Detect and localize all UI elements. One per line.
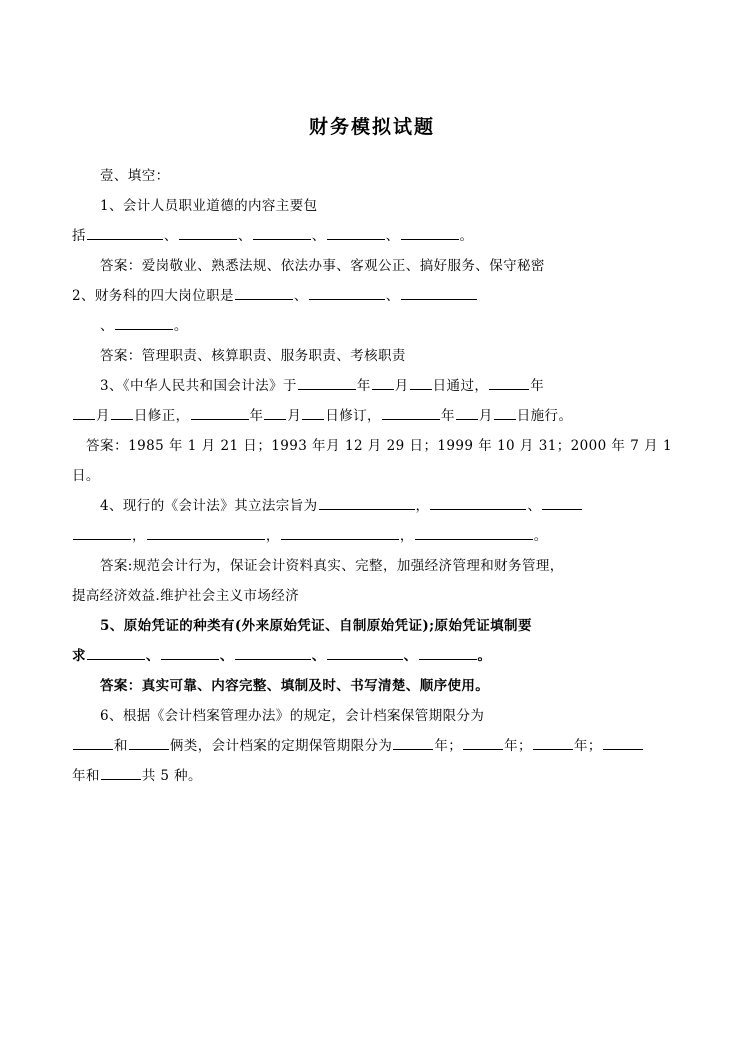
question-6-line2: [72, 731, 672, 761]
question-5-line1: 5、原始凭证的种类有(外来原始凭证、自制原始凭证);原始凭证填制要: [100, 618, 532, 634]
blank-field[interactable]: [73, 735, 113, 750]
question-2-line2: 、 。: [72, 311, 672, 341]
q1-suffix: 。: [459, 228, 474, 244]
question-5-line2: 求 、 、 、 、 。: [72, 641, 672, 671]
question-4-line2: ， ， ， 。: [72, 521, 672, 551]
blank-field[interactable]: [456, 405, 478, 420]
q3-day: 日通过，: [432, 378, 489, 394]
q3-day2: 日修正，: [133, 408, 190, 424]
blank-field[interactable]: [73, 405, 95, 420]
blank-field[interactable]: [401, 225, 459, 240]
answer-3: 答案：1985 年 1 月 21 日；1993 年月 12 月 29 日；1999 年 10 月 31；2000 年 7 月 1 日。: [72, 438, 672, 484]
q4-suffix: 。: [533, 528, 548, 544]
q3-day3: 日修订，: [325, 408, 381, 424]
answer-1: 答案：爱岗敬业、熟悉法规、依法办事、客观公正、搞好服务、保守秘密: [100, 258, 545, 274]
question-1-line2: 括 、 、 、 、 。: [72, 221, 672, 251]
blank-field[interactable]: [179, 225, 237, 240]
answer-5: 答案：真实可靠、内容完整、填制及时、书写清楚、顺序使用。: [100, 678, 490, 694]
q3-prefix: 3、《中华人民共和国会计法》于: [100, 378, 297, 394]
q5-suffix: 。: [477, 648, 492, 664]
answer-4-line1: 答案:规范会计行为，保证会计资料真实、完整，加强经济管理和财务管理，: [100, 558, 564, 574]
question-2-line1: 2、财务科的四大岗位职是 、 、: [72, 281, 672, 311]
q3-year4: 年: [440, 408, 455, 424]
q6-seg-d: 年；: [504, 738, 532, 754]
q6-seg-a: 和: [114, 738, 128, 754]
question-1-line1: 1、会计人员职业道德的内容主要包: [100, 198, 318, 214]
q3-month3: 月: [287, 408, 302, 424]
blank-field[interactable]: [430, 495, 526, 510]
blank-field[interactable]: [115, 315, 173, 330]
blank-field[interactable]: [327, 645, 403, 660]
blank-field[interactable]: [419, 645, 477, 660]
q3-month4: 月: [478, 408, 493, 424]
q5-prefix: 求: [72, 648, 86, 664]
blank-field[interactable]: [253, 225, 311, 240]
blank-field[interactable]: [327, 225, 385, 240]
blank-field[interactable]: [161, 645, 219, 660]
blank-field[interactable]: [382, 405, 440, 420]
blank-field[interactable]: [372, 375, 394, 390]
blank-field[interactable]: [542, 495, 582, 510]
q1-prefix: 括: [72, 228, 86, 244]
blank-field[interactable]: [309, 285, 385, 300]
blank-field[interactable]: [101, 765, 141, 780]
q6-seg-g: 共 5 种。: [141, 768, 202, 784]
answer-2: 答案：管理职责、核算职责、服务职责、考核职责: [100, 348, 406, 364]
blank-field[interactable]: [147, 525, 265, 540]
q3-month: 月: [394, 378, 409, 394]
q2-prefix: 2、财务科的四大岗位职是: [72, 288, 234, 304]
blank-field[interactable]: [235, 645, 311, 660]
blank-field[interactable]: [87, 225, 163, 240]
blank-field[interactable]: [494, 405, 516, 420]
q2-suffix: 。: [173, 318, 188, 334]
question-3-line1: [72, 371, 672, 401]
question-6-line1: 6、根据《会计档案管理办法》的规定，会计档案保管期限分为: [100, 708, 485, 724]
question-4-line1: 4、现行的《会计法》其立法宗旨为 ， 、: [72, 491, 672, 521]
blank-field[interactable]: [533, 735, 573, 750]
blank-field[interactable]: [302, 405, 324, 420]
q3-year: 年: [356, 378, 371, 394]
blank-field[interactable]: [281, 525, 399, 540]
blank-field[interactable]: [298, 375, 356, 390]
section-heading: 壹、填空：: [100, 168, 170, 184]
blank-field[interactable]: [603, 735, 643, 750]
q4-prefix: 4、现行的《会计法》其立法宗旨为: [100, 498, 318, 514]
blank-field[interactable]: [73, 525, 131, 540]
q6-seg-c: 年；: [434, 738, 463, 754]
blank-field[interactable]: [129, 735, 169, 750]
blank-field[interactable]: [415, 525, 533, 540]
page-title: 财务模拟试题: [308, 116, 435, 138]
blank-field[interactable]: [463, 735, 503, 750]
q3-year2: 年: [530, 378, 545, 394]
blank-field[interactable]: [401, 285, 477, 300]
blank-field[interactable]: [111, 405, 133, 420]
blank-field[interactable]: [87, 645, 145, 660]
blank-field[interactable]: [489, 375, 529, 390]
blank-field[interactable]: [319, 495, 415, 510]
q6-seg-e: 年；: [573, 738, 602, 754]
q3-month2: 月: [96, 408, 110, 424]
q3-day4: 日施行。: [516, 408, 573, 424]
question-6-line3: [72, 761, 672, 791]
blank-field[interactable]: [410, 375, 432, 390]
blank-field[interactable]: [191, 405, 249, 420]
blank-field[interactable]: [235, 285, 293, 300]
blank-field[interactable]: [393, 735, 433, 750]
question-3-line2: [72, 401, 672, 431]
answer-4-line2: 提高经济效益.维护社会主义市场经济: [72, 588, 300, 604]
q6-seg-b: 俩类，会计档案的定期保管期限分为: [169, 738, 393, 754]
blank-field[interactable]: [264, 405, 286, 420]
q6-seg-f: 年和: [72, 768, 100, 784]
q3-year3: 年: [249, 408, 264, 424]
